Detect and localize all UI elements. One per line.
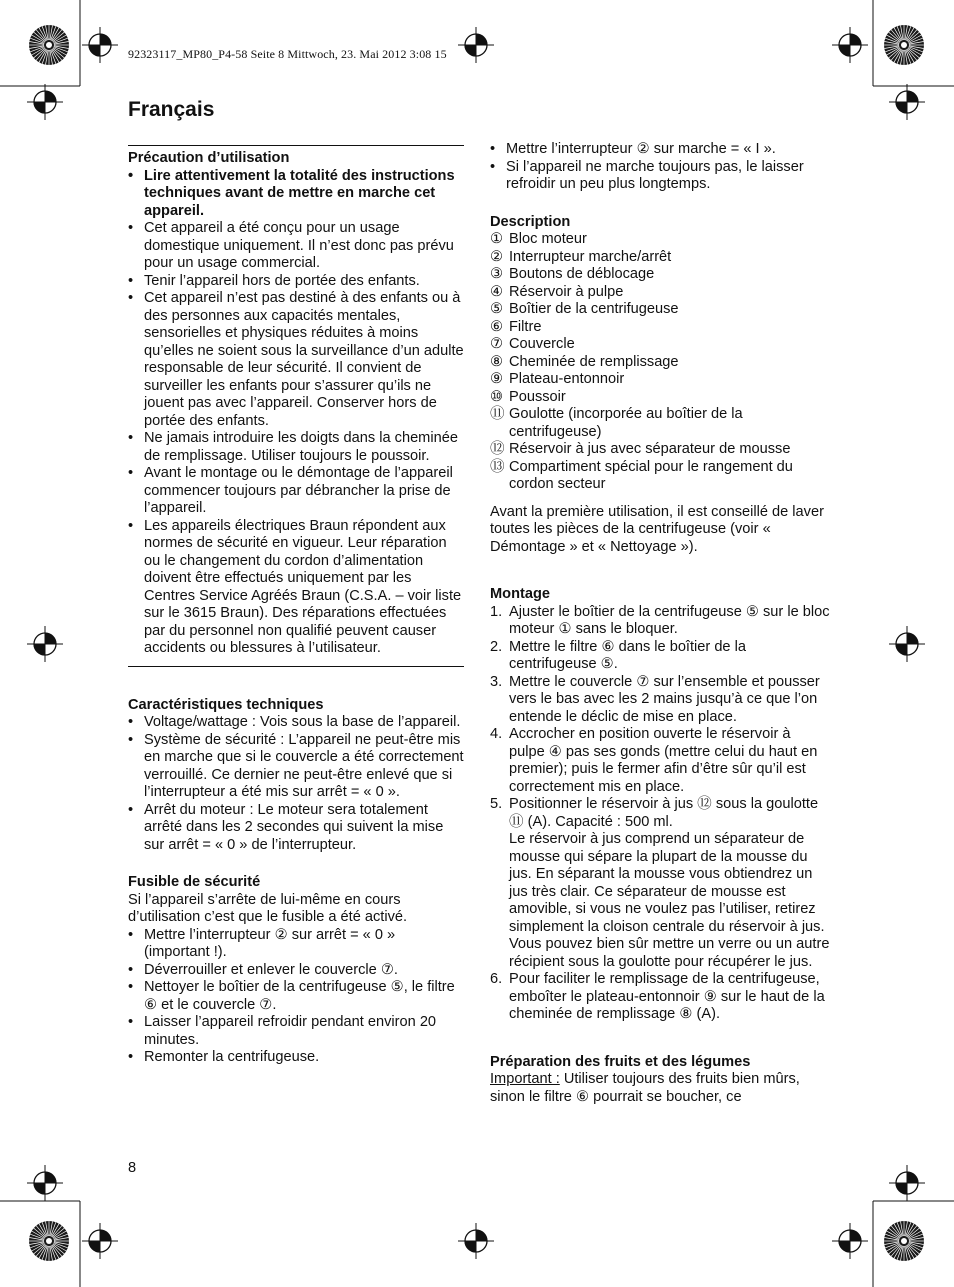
- language-heading: Français: [128, 98, 215, 121]
- fuse-list-continued: [490, 141, 830, 194]
- part-item: ⑫ Réservoir à jus avec séparateur de mousse: [490, 441, 791, 457]
- preparation-heading: Préparation des fruits et des légumes: [490, 1053, 751, 1070]
- specs-item: • Système de sécurité : L’appareil ne peut-être mis en marche que si le couvercle a été correctement verrouillé. Ce dernier ne peut-être enlevé que si l’interrupteur a été mis sur arrêt = « 0 ».: [128, 732, 464, 802]
- precaution-item: • Avant le montage ou le démontage de l’appareil commencer toujours par débrancher la prise de l’appareil.: [128, 465, 464, 518]
- page-number: 8: [128, 1160, 137, 1176]
- starburst-target-icon: [29, 1221, 69, 1261]
- part-item: ② Interrupteur marche/arrêt: [490, 248, 672, 265]
- montage-step: 2. Mettre le filtre ⑥ dans le boîtier de la centrifugeuse ⑤.: [490, 638, 746, 672]
- part-item: ⑤ Boîtier de la centrifugeuse: [490, 301, 679, 317]
- precaution-list: [128, 168, 464, 658]
- starburst-target-icon: [29, 25, 69, 65]
- specs-heading: Caractéristiques techniques: [128, 696, 324, 713]
- left-column: [128, 149, 464, 1067]
- top-rule: [128, 145, 464, 146]
- fuse-heading: Fusible de sécurité: [128, 874, 261, 890]
- part-item: ④ Réservoir à pulpe: [490, 283, 624, 300]
- fuse-item: • Si l’appareil ne marche toujours pas, le laisser refroidir un peu plus longtemps.: [490, 159, 830, 194]
- part-item: ⑦ Couvercle: [490, 336, 575, 352]
- fuse-item: • Mettre l’interrupteur ② sur arrêt = « 0 » (important !).: [128, 927, 464, 962]
- part-item: ⑧ Cheminée de remplissage: [490, 353, 679, 370]
- first-use-note: Avant la première utilisation, il est conseillé de laver toutes les pièces de la centrifugeuse (voir « Démontage » et « Nettoyage »).: [490, 503, 824, 555]
- part-item: ① Bloc moteur: [490, 231, 587, 247]
- fuse-item: • Remonter la centrifugeuse.: [128, 1049, 464, 1067]
- part-item: ⑥ Filtre: [490, 318, 542, 335]
- montage-steps: [490, 604, 830, 1024]
- specs-item: • Arrêt du moteur : Le moteur sera totalement arrêté dans les 2 secondes qui suivent la mise sur arrêt = « 0 » de l’interrupteur.: [128, 802, 464, 855]
- right-column: [490, 141, 830, 1106]
- starburst-target-icon: [884, 1221, 924, 1261]
- precaution-item: • Cet appareil a été conçu pour un usage domestique uniquement. Il n’est donc pas prévu pour un usage commercial.: [128, 220, 464, 273]
- fuse-item: • Déverrouiller et enlever le couvercle ⑦.: [128, 962, 464, 980]
- fuse-item: • Mettre l’interrupteur ② sur marche = « I ».: [490, 141, 830, 159]
- print-slug: 92323117_MP80_P4-58 Seite 8 Mittwoch, 23. Mai 2012 3:08 15: [128, 47, 447, 61]
- montage-heading: Montage: [490, 586, 550, 602]
- precaution-item: • Ne jamais introduire les doigts dans la cheminée de remplissage. Utiliser toujours le poussoir.: [128, 430, 464, 465]
- fuse-item: • Laisser l’appareil refroidir pendant environ 20 minutes.: [128, 1014, 464, 1049]
- fuse-intro: Si l’appareil s’arrête de lui-même en cours d’utilisation c’est que le fusible a été activé.: [128, 891, 408, 925]
- part-item: ⑨ Plateau-entonnoir: [490, 371, 625, 387]
- montage-step: 4. Accrocher en position ouverte le réservoir à pulpe ④ pas ses gonds (mettre celui du haut en premier); puis le fermer afin d’être sûr qu’il est correctement mis en place.: [490, 726, 818, 795]
- part-item: ⑩ Poussoir: [490, 388, 566, 405]
- part-item: ⑪ Goulotte (incorporée au boîtier de la centrifugeuse): [490, 406, 743, 440]
- fuse-item: • Nettoyer le boîtier de la centrifugeuse ⑤, le filtre ⑥ et le couvercle ⑦.: [128, 979, 464, 1014]
- part-item: ⑬ Compartiment spécial pour le rangement du cordon secteur: [490, 458, 793, 492]
- precaution-item: • Les appareils électriques Braun répondent aux normes de sécurité en vigueur. Leur réparation ou le changement du cordon d’alimentation doivent être effectués uniquement par les Centres Service Agréés Braun (C.S.A. – voir liste sur le 3615 Braun). Des réparations effectuées par du personnel non qualifié peuvent causer accidents ou blessures à l’utilisateur.: [128, 518, 464, 658]
- montage-step: 1. Ajuster le boîtier de la centrifugeuse ⑤ sur le bloc moteur ① sans le bloquer.: [490, 603, 830, 637]
- preparation-text: Important : Utiliser toujours des fruits bien mûrs, sinon le filtre ⑥ pourrait se boucher, ce: [490, 1071, 800, 1105]
- parts-list: [490, 231, 830, 494]
- description-heading: Description: [490, 213, 571, 230]
- precaution-item: • Cet appareil n’est pas destiné à des enfants ou à des personnes aux capacités mentales, sensorielles et physiques réduites à moins qu’elles ne soient sous la surveillance d’un adulte responsable de leur sécurité. Il convient de surveiller les enfants pour s’assurer qu’ils ne jouent pas avec l’appareil. Conserver hors de portée des enfants.: [128, 290, 464, 430]
- montage-step: 6. Pour faciliter le remplissage de la centrifugeuse, emboîter le plateau-entonnoir ⑨ sur le haut de la cheminée de remplissage ⑧ (A).: [490, 971, 825, 1022]
- starburst-target-icon: [884, 25, 924, 65]
- montage-step: 5. Positionner le réservoir à jus ⑫ sous la goulotte ⑪ (A). Capacité : 500 ml. Le réservoir à jus comprend un séparateur de mousse qui sépare la plupart de la mousse du jus. En séparant la mousse vous obtiendrez un jus très clair. Ce séparateur de mousse est amovible, si vous ne voulez pas l’utiliser, retirez simplement la cloison centrale du réservoir à jus. Vous pouvez bien sûr mettre un verre ou un autre récipient sous la goulotte pour récupérer le jus.: [490, 796, 830, 970]
- precaution-item: • Tenir l’appareil hors de portée des enfants.: [128, 273, 464, 291]
- specs-list: [128, 714, 464, 854]
- precaution-item: • Lire attentivement la totalité des instructions techniques avant de mettre en marche cet appareil.: [128, 168, 464, 221]
- specs-item: • Voltage/wattage : Vois sous la base de l’appareil.: [128, 714, 464, 732]
- part-item: ③ Boutons de déblocage: [490, 266, 655, 282]
- precaution-heading: Précaution d’utilisation: [128, 150, 290, 166]
- fuse-list: [128, 927, 464, 1067]
- montage-step: 3. Mettre le couvercle ⑦ sur l’ensemble et pousser vers le bas avec les 2 mains jusqu’à ce que l’on entende le déclic de mise en place.: [490, 673, 820, 725]
